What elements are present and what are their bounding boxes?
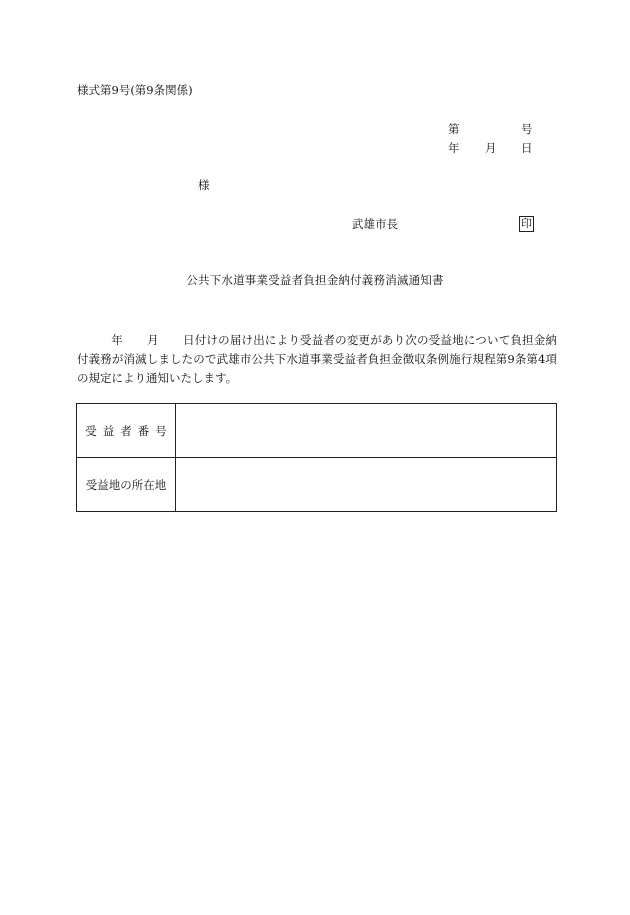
document-number-prefix: 第 <box>448 122 460 136</box>
property-location-value <box>176 458 557 512</box>
date-year-label: 年 <box>448 141 460 155</box>
form-number-label: 様式第9号(第9条関係) <box>77 83 193 97</box>
issuer-title: 武雄市長 <box>352 217 398 231</box>
table-row <box>77 458 557 512</box>
body-month-label: 月 <box>146 333 159 347</box>
table-row <box>77 404 557 458</box>
addressee-honorific: 様 <box>198 178 210 192</box>
document-number-suffix: 号 <box>521 122 533 136</box>
seal-mark: 印 <box>521 217 532 230</box>
date-month-label: 月 <box>485 141 497 155</box>
body-paragraph <box>77 331 557 388</box>
property-location-label: 受益地の所在地 <box>77 458 176 512</box>
recipient-number-value <box>176 404 557 458</box>
body-text: 日付けの届け出により受益者の変更があり次の受益地について負担金納付義務が消滅しましたので武雄市公共下水道事業受益者負担金徴収条例施行規程第9条第4項の規定により通知いたします。 <box>77 333 557 385</box>
date-day-label: 日 <box>521 141 533 155</box>
info-table <box>76 403 557 512</box>
recipient-number-label: 受益者番号 <box>77 404 176 458</box>
body-year-label: 年 <box>111 333 123 347</box>
document-title: 公共下水道事業受益者負担金納付義務消滅通知書 <box>186 273 444 287</box>
